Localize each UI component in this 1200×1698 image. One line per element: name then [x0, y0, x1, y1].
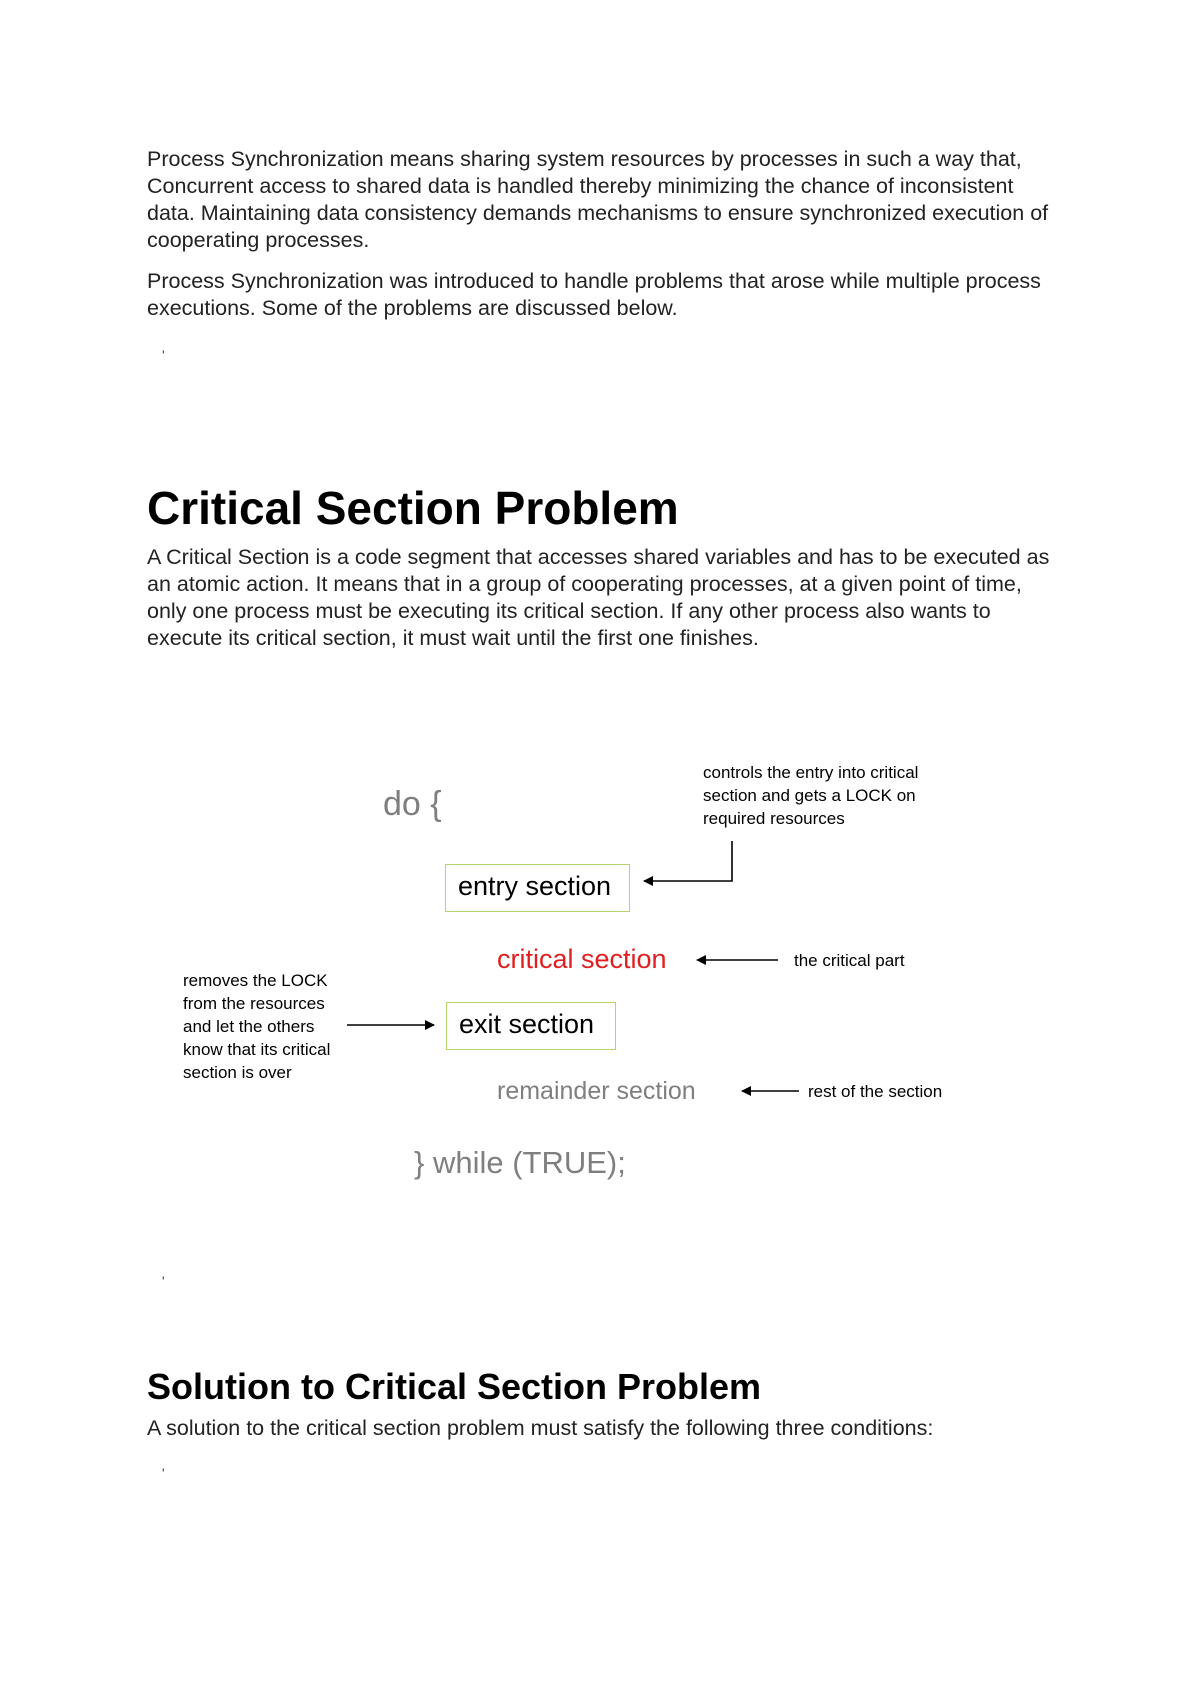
intro-paragraph-1: Process Synchronization means sharing system resources by processes in such a way that, Concurrent access to shared data is handled thereby minimizing the chance of inconsistent data. Maintaining data consistency demands mechanisms to ensure synchronized execution of cooperating processes.	[147, 147, 1049, 252]
critical-section-heading: Critical Section Problem	[147, 482, 679, 534]
critical-section-label: critical section	[497, 944, 667, 974]
entry-section-box: entry section	[445, 864, 630, 912]
do-label: do {	[383, 785, 442, 823]
note-critical: the critical part	[794, 951, 905, 970]
solution-heading: Solution to Critical Section Problem	[147, 1366, 762, 1407]
solution-paragraph: A solution to the critical section problem must satisfy the following three conditions:	[147, 1416, 934, 1440]
exit-section-box: exit section	[446, 1002, 616, 1050]
critical-section-paragraph: A Critical Section is a code segment that accesses shared variables and has to be executed as an atomic action. It means that in a group of cooperating processes, at a given point of time, only one process must be executing its critical section. If any other process also wants to execute its critical section, it must wait until the first one finishes.	[147, 545, 1050, 650]
remainder-section-label: remainder section	[497, 1077, 696, 1105]
intro-paragraph-2: Process Synchronization was introduced to handle problems that arose while multiple process executions. Some of the problems are discussed below.	[147, 269, 1041, 320]
critical-section-diagram	[0, 740, 1200, 1200]
bullet-mark: '	[162, 1465, 165, 1481]
bullet-mark: '	[162, 347, 165, 363]
note-entry: controls the entry into critical section and gets a LOCK on required resources	[703, 763, 919, 828]
note-exit: removes the LOCK from the resources and let the others know that its critical section is over	[183, 971, 331, 1082]
bullet-mark: '	[162, 1273, 165, 1289]
note-remainder: rest of the section	[808, 1082, 943, 1101]
while-label: } while (TRUE);	[414, 1145, 626, 1180]
arrow-entry	[644, 841, 732, 881]
